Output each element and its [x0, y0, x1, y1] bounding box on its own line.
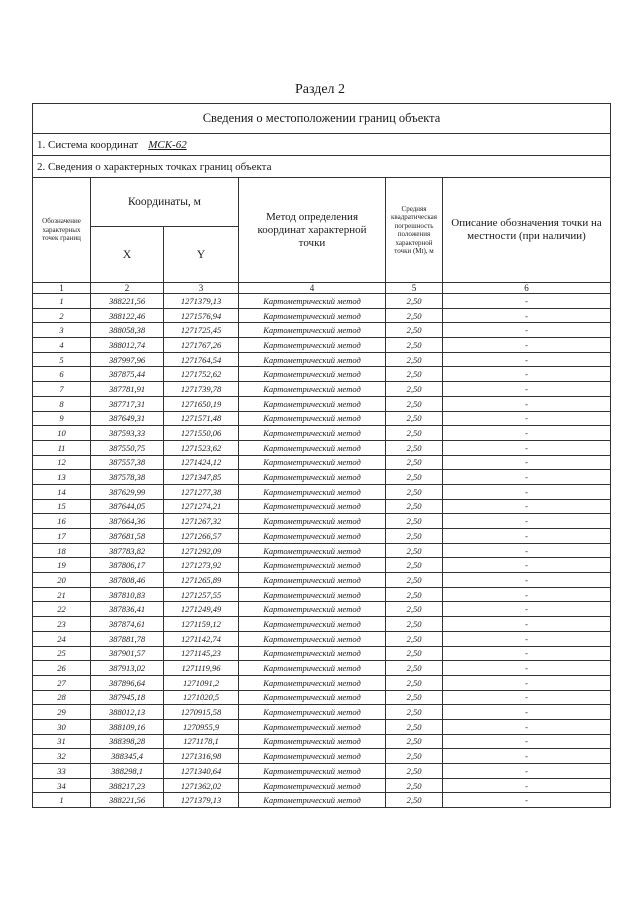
table-row [33, 675, 611, 690]
coord-x-cell: 387629,99 [91, 484, 164, 499]
column-number-row [33, 283, 611, 294]
table-row [33, 396, 611, 411]
header-method: Метод определения координат характерной точки [239, 178, 386, 283]
coord-y-cell: 1271020,5 [164, 690, 239, 705]
coord-y-cell: 1271650,19 [164, 396, 239, 411]
accuracy-cell: 2,50 [386, 543, 443, 558]
coord-y-cell: 1271142,74 [164, 631, 239, 646]
point-number-cell: 30 [33, 719, 91, 734]
table-row [33, 499, 611, 514]
coord-x-cell: 387901,57 [91, 646, 164, 661]
coord-y-cell: 1271091,2 [164, 675, 239, 690]
point-number-cell: 8 [33, 396, 91, 411]
accuracy-cell: 2,50 [386, 484, 443, 499]
method-cell: Картометрический метод [239, 543, 386, 558]
method-cell: Картометрический метод [239, 484, 386, 499]
coord-x-cell: 388012,74 [91, 338, 164, 353]
description-cell: - [443, 734, 611, 749]
point-number-cell: 7 [33, 382, 91, 397]
point-number-cell: 11 [33, 440, 91, 455]
table-row [33, 587, 611, 602]
point-number-cell: 28 [33, 690, 91, 705]
coord-x-cell: 387896,64 [91, 675, 164, 690]
method-cell: Картометрический метод [239, 690, 386, 705]
header-row-top [33, 178, 611, 227]
point-number-cell: 1 [33, 294, 91, 309]
coord-x-cell: 387874,61 [91, 617, 164, 632]
description-cell: - [443, 294, 611, 309]
table-row [33, 749, 611, 764]
accuracy-cell: 2,50 [386, 705, 443, 720]
accuracy-cell: 2,50 [386, 734, 443, 749]
description-cell: - [443, 705, 611, 720]
point-number-cell: 13 [33, 470, 91, 485]
description-cell: - [443, 308, 611, 323]
table-row [33, 573, 611, 588]
header-point-label: Обозначение характерных точек границ [33, 178, 91, 283]
coord-y-cell: 1271576,94 [164, 308, 239, 323]
accuracy-cell: 2,50 [386, 529, 443, 544]
coord-x-cell: 387913,02 [91, 661, 164, 676]
coord-x-cell: 387681,58 [91, 529, 164, 544]
table-row [33, 646, 611, 661]
accuracy-cell: 2,50 [386, 573, 443, 588]
method-cell: Картометрический метод [239, 396, 386, 411]
coord-y-cell: 1271424,12 [164, 455, 239, 470]
coord-y-cell: 1271340,64 [164, 764, 239, 779]
table-row [33, 308, 611, 323]
points-heading-row [33, 156, 611, 178]
point-number-cell: 12 [33, 455, 91, 470]
point-number-cell: 22 [33, 602, 91, 617]
accuracy-cell: 2,50 [386, 411, 443, 426]
table-row [33, 323, 611, 338]
coord-y-cell: 1271725,45 [164, 323, 239, 338]
column-number: 4 [239, 283, 386, 294]
coord-y-cell: 1271316,98 [164, 749, 239, 764]
coord-y-cell: 1271764,54 [164, 352, 239, 367]
point-number-cell: 32 [33, 749, 91, 764]
table-row [33, 470, 611, 485]
accuracy-cell: 2,50 [386, 470, 443, 485]
description-cell: - [443, 411, 611, 426]
description-cell: - [443, 661, 611, 676]
description-cell: - [443, 764, 611, 779]
header-accuracy: Средняя квадратическая погрешность положения характерной точки (Mt), м [386, 178, 443, 283]
table-row [33, 338, 611, 353]
accuracy-cell: 2,50 [386, 587, 443, 602]
method-cell: Картометрический метод [239, 617, 386, 632]
column-number: 3 [164, 283, 239, 294]
description-cell: - [443, 690, 611, 705]
point-number-cell: 4 [33, 338, 91, 353]
coord-y-cell: 1271277,38 [164, 484, 239, 499]
point-number-cell: 19 [33, 558, 91, 573]
point-number-cell: 23 [33, 617, 91, 632]
accuracy-cell: 2,50 [386, 440, 443, 455]
method-cell: Картометрический метод [239, 764, 386, 779]
coord-x-cell: 387578,38 [91, 470, 164, 485]
coord-x-cell: 388398,28 [91, 734, 164, 749]
description-cell: - [443, 675, 611, 690]
coord-x-cell: 387810,83 [91, 587, 164, 602]
point-number-cell: 6 [33, 367, 91, 382]
method-cell: Картометрический метод [239, 587, 386, 602]
coord-y-cell: 1271571,48 [164, 411, 239, 426]
point-number-cell: 9 [33, 411, 91, 426]
accuracy-cell: 2,50 [386, 631, 443, 646]
point-number-cell: 18 [33, 543, 91, 558]
coord-x-cell: 387783,82 [91, 543, 164, 558]
table-row [33, 764, 611, 779]
accuracy-cell: 2,50 [386, 367, 443, 382]
table-row [33, 778, 611, 793]
description-cell: - [443, 719, 611, 734]
description-cell: - [443, 631, 611, 646]
coord-x-cell: 387875,44 [91, 367, 164, 382]
coord-x-cell: 388221,56 [91, 294, 164, 309]
accuracy-cell: 2,50 [386, 690, 443, 705]
method-cell: Картометрический метод [239, 499, 386, 514]
description-cell: - [443, 558, 611, 573]
description-cell: - [443, 426, 611, 441]
method-cell: Картометрический метод [239, 308, 386, 323]
description-cell: - [443, 382, 611, 397]
method-cell: Картометрический метод [239, 338, 386, 353]
coord-x-cell: 388217,23 [91, 778, 164, 793]
method-cell: Картометрический метод [239, 367, 386, 382]
point-number-cell: 31 [33, 734, 91, 749]
method-cell: Картометрический метод [239, 675, 386, 690]
coord-x-cell: 387808,46 [91, 573, 164, 588]
point-number-cell: 29 [33, 705, 91, 720]
description-cell: - [443, 602, 611, 617]
accuracy-cell: 2,50 [386, 749, 443, 764]
method-cell: Картометрический метод [239, 382, 386, 397]
coord-y-cell: 1271550,06 [164, 426, 239, 441]
description-cell: - [443, 646, 611, 661]
table-row [33, 719, 611, 734]
method-cell: Картометрический метод [239, 294, 386, 309]
accuracy-cell: 2,50 [386, 778, 443, 793]
description-cell: - [443, 367, 611, 382]
table-row [33, 411, 611, 426]
method-cell: Картометрический метод [239, 793, 386, 808]
description-cell: - [443, 543, 611, 558]
accuracy-cell: 2,50 [386, 352, 443, 367]
table-row [33, 543, 611, 558]
coord-x-cell: 388221,56 [91, 793, 164, 808]
table-row [33, 602, 611, 617]
coord-x-cell: 388345,4 [91, 749, 164, 764]
method-cell: Картометрический метод [239, 719, 386, 734]
method-cell: Картометрический метод [239, 411, 386, 426]
method-cell: Картометрический метод [239, 426, 386, 441]
point-number-cell: 15 [33, 499, 91, 514]
description-cell: - [443, 396, 611, 411]
header-y: Y [164, 227, 239, 283]
table-row [33, 631, 611, 646]
accuracy-cell: 2,50 [386, 514, 443, 529]
coord-x-cell: 388058,38 [91, 323, 164, 338]
method-cell: Картометрический метод [239, 514, 386, 529]
point-number-cell: 20 [33, 573, 91, 588]
coord-system-cell [33, 134, 611, 156]
point-number-cell: 26 [33, 661, 91, 676]
coord-x-cell: 387649,31 [91, 411, 164, 426]
description-cell: - [443, 617, 611, 632]
table-row [33, 734, 611, 749]
method-cell: Картометрический метод [239, 323, 386, 338]
table-row [33, 617, 611, 632]
accuracy-cell: 2,50 [386, 675, 443, 690]
column-number: 2 [91, 283, 164, 294]
coord-x-cell: 387781,91 [91, 382, 164, 397]
coord-y-cell: 1271266,57 [164, 529, 239, 544]
method-cell: Картометрический метод [239, 631, 386, 646]
column-number: 1 [33, 283, 91, 294]
method-cell: Картометрический метод [239, 661, 386, 676]
coord-y-cell: 1271249,49 [164, 602, 239, 617]
table-row [33, 558, 611, 573]
description-cell: - [443, 352, 611, 367]
method-cell: Картометрический метод [239, 705, 386, 720]
coord-system-row [33, 134, 611, 156]
coord-x-cell: 387836,41 [91, 602, 164, 617]
coord-x-cell: 387881,78 [91, 631, 164, 646]
accuracy-cell: 2,50 [386, 294, 443, 309]
point-number-cell: 16 [33, 514, 91, 529]
table-row [33, 514, 611, 529]
accuracy-cell: 2,50 [386, 764, 443, 779]
column-number: 5 [386, 283, 443, 294]
coord-y-cell: 1271379,13 [164, 294, 239, 309]
coord-x-cell: 387557,38 [91, 455, 164, 470]
description-cell: - [443, 778, 611, 793]
accuracy-cell: 2,50 [386, 558, 443, 573]
header-coordinates: Координаты, м [91, 178, 239, 227]
method-cell: Картометрический метод [239, 558, 386, 573]
method-cell: Картометрический метод [239, 646, 386, 661]
coord-x-cell: 387997,96 [91, 352, 164, 367]
method-cell: Картометрический метод [239, 529, 386, 544]
accuracy-cell: 2,50 [386, 338, 443, 353]
description-cell: - [443, 749, 611, 764]
table-row [33, 426, 611, 441]
coord-y-cell: 1271739,78 [164, 382, 239, 397]
coord-x-cell: 387664,36 [91, 514, 164, 529]
data-rows [33, 294, 611, 808]
coord-y-cell: 1271159,12 [164, 617, 239, 632]
accuracy-cell: 2,50 [386, 719, 443, 734]
coord-y-cell: 1271292,09 [164, 543, 239, 558]
point-number-cell: 33 [33, 764, 91, 779]
coord-x-cell: 387945,18 [91, 690, 164, 705]
coord-y-cell: 1271119,96 [164, 661, 239, 676]
coord-y-cell: 1271257,55 [164, 587, 239, 602]
table-row [33, 690, 611, 705]
coord-system-value: МСК-62 [148, 138, 187, 151]
point-number-cell: 34 [33, 778, 91, 793]
method-cell: Картометрический метод [239, 470, 386, 485]
accuracy-cell: 2,50 [386, 499, 443, 514]
point-number-cell: 21 [33, 587, 91, 602]
method-cell: Картометрический метод [239, 778, 386, 793]
coord-system-label: 1. Система координат [37, 138, 139, 151]
table-row [33, 705, 611, 720]
coord-y-cell: 1271362,02 [164, 778, 239, 793]
coord-y-cell: 1271267,32 [164, 514, 239, 529]
point-number-cell: 14 [33, 484, 91, 499]
point-number-cell: 24 [33, 631, 91, 646]
accuracy-cell: 2,50 [386, 308, 443, 323]
coord-y-cell: 1271145,23 [164, 646, 239, 661]
description-cell: - [443, 514, 611, 529]
description-cell: - [443, 529, 611, 544]
description-cell: - [443, 587, 611, 602]
coord-y-cell: 1271379,13 [164, 793, 239, 808]
coord-y-cell: 1271752,62 [164, 367, 239, 382]
point-number-cell: 17 [33, 529, 91, 544]
method-cell: Картометрический метод [239, 734, 386, 749]
description-cell: - [443, 338, 611, 353]
accuracy-cell: 2,50 [386, 455, 443, 470]
accuracy-cell: 2,50 [386, 646, 443, 661]
description-cell: - [443, 455, 611, 470]
method-cell: Картометрический метод [239, 573, 386, 588]
description-cell: - [443, 440, 611, 455]
description-cell: - [443, 470, 611, 485]
coord-x-cell: 387806,17 [91, 558, 164, 573]
accuracy-cell: 2,50 [386, 382, 443, 397]
table-row [33, 294, 611, 309]
description-cell: - [443, 323, 611, 338]
point-number-cell: 5 [33, 352, 91, 367]
method-cell: Картометрический метод [239, 455, 386, 470]
table-row [33, 440, 611, 455]
table-row [33, 455, 611, 470]
coord-x-cell: 388109,16 [91, 719, 164, 734]
accuracy-cell: 2,50 [386, 793, 443, 808]
coord-x-cell: 388298,1 [91, 764, 164, 779]
description-cell: - [443, 499, 611, 514]
coord-y-cell: 1271273,92 [164, 558, 239, 573]
table-row [33, 661, 611, 676]
coord-y-cell: 1271274,21 [164, 499, 239, 514]
section-title: Раздел 2 [294, 82, 346, 97]
boundary-points-table [32, 103, 611, 808]
table-title: Сведения о местоположении границ объекта [33, 104, 611, 134]
coord-x-cell: 387550,75 [91, 440, 164, 455]
accuracy-cell: 2,50 [386, 323, 443, 338]
table-row [33, 484, 611, 499]
accuracy-cell: 2,50 [386, 602, 443, 617]
method-cell: Картометрический метод [239, 602, 386, 617]
points-heading: 2. Сведения о характерных точках границ объекта [33, 156, 611, 178]
point-number-cell: 10 [33, 426, 91, 441]
table-title-row [33, 104, 611, 134]
table-row [33, 367, 611, 382]
accuracy-cell: 2,50 [386, 661, 443, 676]
point-number-cell: 27 [33, 675, 91, 690]
table-row [33, 382, 611, 397]
table-row [33, 793, 611, 808]
coord-y-cell: 1271767,26 [164, 338, 239, 353]
accuracy-cell: 2,50 [386, 396, 443, 411]
accuracy-cell: 2,50 [386, 617, 443, 632]
accuracy-cell: 2,50 [386, 426, 443, 441]
coord-y-cell: 1271523,62 [164, 440, 239, 455]
method-cell: Картометрический метод [239, 749, 386, 764]
description-cell: - [443, 573, 611, 588]
coord-y-cell: 1271347,85 [164, 470, 239, 485]
table-row [33, 352, 611, 367]
point-number-cell: 2 [33, 308, 91, 323]
coord-x-cell: 388012,13 [91, 705, 164, 720]
method-cell: Картометрический метод [239, 352, 386, 367]
coord-y-cell: 1270955,9 [164, 719, 239, 734]
point-number-cell: 1 [33, 793, 91, 808]
coord-y-cell: 1271265,89 [164, 573, 239, 588]
description-cell: - [443, 484, 611, 499]
method-cell: Картометрический метод [239, 440, 386, 455]
header-description: Описание обозначения точки на местности (при наличии) [443, 178, 611, 283]
column-number: 6 [443, 283, 611, 294]
point-number-cell: 3 [33, 323, 91, 338]
coord-x-cell: 387717,31 [91, 396, 164, 411]
header-x: X [91, 227, 164, 283]
coord-x-cell: 387644,05 [91, 499, 164, 514]
table-row [33, 529, 611, 544]
coord-x-cell: 388122,46 [91, 308, 164, 323]
description-cell: - [443, 793, 611, 808]
coord-y-cell: 1270915,58 [164, 705, 239, 720]
point-number-cell: 25 [33, 646, 91, 661]
coord-x-cell: 387593,33 [91, 426, 164, 441]
coord-y-cell: 1271178,1 [164, 734, 239, 749]
